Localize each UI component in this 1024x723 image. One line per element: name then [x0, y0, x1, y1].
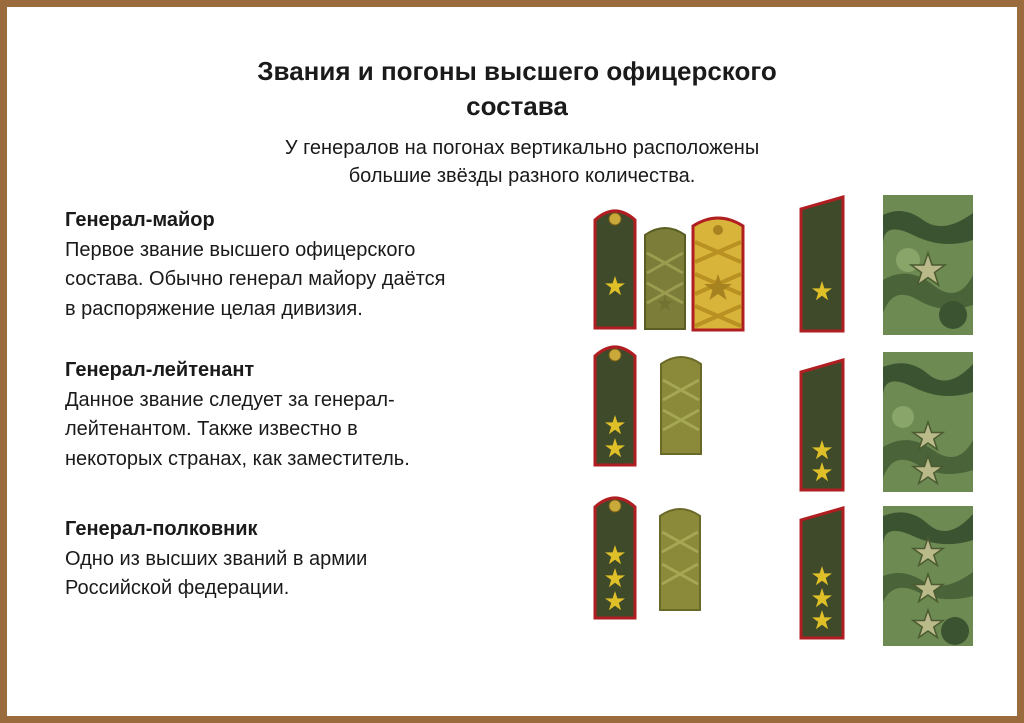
rank-description-line: Одно из высших званий в армии	[65, 547, 368, 570]
shoulder-board-everyday-green	[799, 358, 845, 492]
shoulder-board-olive-field	[659, 352, 703, 456]
shoulder-board-olive-field	[643, 223, 687, 331]
rank-name: Генерал-полковник	[65, 518, 258, 540]
rank-description-line: Российской федерации.	[65, 577, 290, 599]
rank-description-line: состава. Обычно генерал майору даётся	[65, 268, 446, 290]
rank-general-colonel	[65, 515, 535, 604]
shoulder-board-everyday-green	[799, 506, 845, 640]
slide-subtitle	[207, 134, 837, 190]
rank-description-line: лейтенантом. Также известно в	[65, 418, 358, 440]
rank-description-line: Данное звание следует за генерал-	[65, 388, 395, 411]
shoulder-board-dress-green	[593, 204, 637, 330]
shoulder-board-camouflage	[883, 506, 973, 646]
rank-name: Генерал-лейтенант	[65, 359, 255, 381]
shoulder-board-parade-gold	[691, 212, 745, 332]
shoulder-board-camouflage	[883, 195, 973, 335]
subtitle-line-1: У генералов на погонах вертикально расположены	[284, 137, 760, 159]
title-line-2: состава	[466, 91, 568, 121]
shoulder-board-dress-green	[593, 340, 637, 467]
subtitle-line-2: большие звёзды разного количества.	[348, 165, 696, 187]
rank-description-line: некоторых странах, как заместитель.	[65, 447, 410, 470]
rank-description-line: в распоряжение целая дивизия.	[65, 297, 363, 320]
shoulder-board-dress-green	[593, 491, 637, 620]
shoulder-board-camouflage	[883, 352, 973, 492]
shoulder-board-everyday-green	[799, 195, 845, 333]
rank-name: Генерал-майор	[65, 209, 215, 231]
title-line-1: Звания и погоны высшего офицерского	[257, 56, 777, 86]
rank-general-major	[65, 206, 535, 324]
shoulder-board-olive-field	[658, 504, 702, 612]
rank-general-lieutenant	[65, 356, 535, 474]
rank-description-line: Первое звание высшего офицерского	[65, 238, 416, 261]
slide-title	[167, 54, 867, 124]
